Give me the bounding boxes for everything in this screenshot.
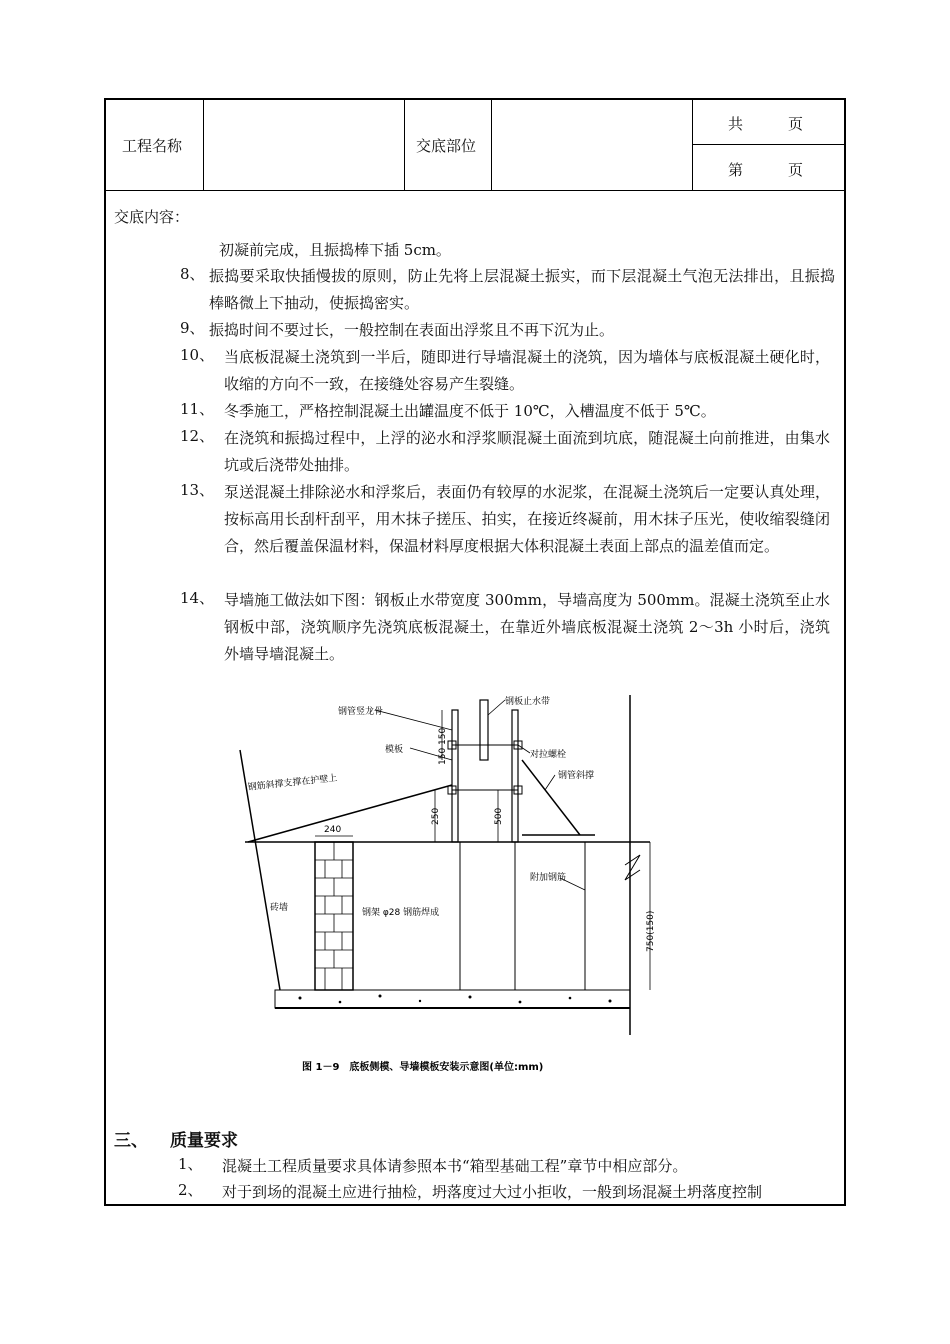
item-number: 10、	[180, 346, 215, 364]
item-text: 泵送混凝土排除泌水和浮浆后，表面仍有较厚的水泥浆，在混凝土浇筑后一定要认真处理，按标高用长刮杆刮平，用木抹子搓压、拍实，在接近终凝前，用木抹子压光，使收缩裂缝闭合，然后覆盖保温材料，保温材料厚度根据大体积混凝土表面上部点的温差值而定。	[224, 483, 830, 555]
item-number: 12、	[180, 427, 215, 445]
label-formwork: 模板	[385, 745, 404, 755]
item-text: 在浇筑和振捣过程中，上浮的泌水和浮浆顺混凝土面流到坑底，随混凝土向前推进，由集水坑或后浇带处抽排。	[224, 429, 830, 474]
dim-150-150: 150 150	[438, 727, 448, 765]
handover-location-value[interactable]	[494, 100, 690, 188]
item-number: 11、	[180, 400, 215, 418]
handover-location-label: 交底部位	[416, 137, 477, 155]
total-pages-label: 共 页	[728, 115, 804, 133]
project-name-label: 工程名称	[122, 137, 183, 155]
label-steel-frame: 钢架 φ28 钢筋焊成	[362, 908, 440, 918]
dim-250: 250	[431, 807, 441, 825]
page-number-label: 第 页	[728, 161, 804, 179]
dim-500: 500	[494, 807, 504, 825]
item-text: 混凝土工程质量要求具体请参照本书“箱型基础工程”章节中相应部分。	[222, 1157, 688, 1175]
item-text: 导墙施工做法如下图：钢板止水带宽度 300mm，导墙高度为 500mm。混凝土浇筑至止水钢板中部，浇筑顺序先浇筑底板混凝土，在靠近外墙底板混凝土浇筑 2～3h 小时后，浇筑外墙导墙混凝土。	[224, 591, 830, 663]
item-text: 振捣时间不要过长，一般控制在表面出浮浆且不再下沉为止。	[209, 321, 615, 339]
section-title: 质量要求	[170, 1131, 238, 1151]
header-divider-3	[491, 98, 492, 190]
header-page-split	[692, 144, 846, 145]
label-steel-pipe-brace: 钢管斜撑	[558, 771, 595, 781]
project-name-value[interactable]	[206, 100, 402, 188]
item-text: 冬季施工，严格控制混凝土出罐温度不低于 10℃，入槽温度不低于 5℃。	[224, 402, 716, 420]
continuation-line: 初凝前完成，且振捣棒下插 5cm。	[219, 241, 451, 259]
item-text: 对于到场的混凝土应进行抽检，坍落度过大过小拒收，一般到场混凝土坍落度控制	[222, 1183, 763, 1201]
label-steel-pipe-keel: 钢管竖龙骨	[338, 707, 384, 717]
label-tie-bolt: 对拉螺栓	[530, 750, 567, 760]
label-rebar-brace: 钢筋斜撑支撑在护壁上	[247, 773, 338, 793]
content-label: 交底内容：	[114, 208, 190, 226]
dim-750: 750(150)	[646, 910, 656, 952]
item-number: 9、	[180, 319, 205, 337]
item-number: 13、	[180, 481, 215, 499]
item-number: 1、	[178, 1155, 203, 1173]
section-number: 三、	[114, 1131, 148, 1151]
label-steel-waterstop: 钢板止水带	[505, 697, 551, 707]
dim-240: 240	[324, 825, 342, 835]
header-divider-1	[203, 98, 204, 190]
guide-wall-formwork-diagram	[230, 690, 660, 1090]
item-number: 14、	[180, 589, 215, 607]
item-text: 振捣要采取快插慢拔的原则，防止先将上层混凝土振实，而下层混凝土气泡无法排出，且振捣棒略微上下抽动，使振捣密实。	[209, 267, 835, 312]
item-text: 当底板混凝土浇筑到一半后，随即进行导墙混凝土的浇筑，因为墙体与底板混凝土硬化时，收缩的方向不一致，在接缝处容易产生裂缝。	[224, 348, 830, 393]
item-number: 8、	[180, 265, 205, 283]
figure-caption: 图 1－9 底板侧模、导墙模板安装示意图(单位:mm)	[302, 1062, 544, 1073]
item-number: 2、	[178, 1181, 203, 1199]
label-brick-wall: 砖墙	[270, 903, 289, 913]
header-bottom-line	[104, 190, 846, 191]
header-divider-2	[404, 98, 405, 190]
label-extra-rebar: 附加钢筋	[530, 873, 567, 883]
